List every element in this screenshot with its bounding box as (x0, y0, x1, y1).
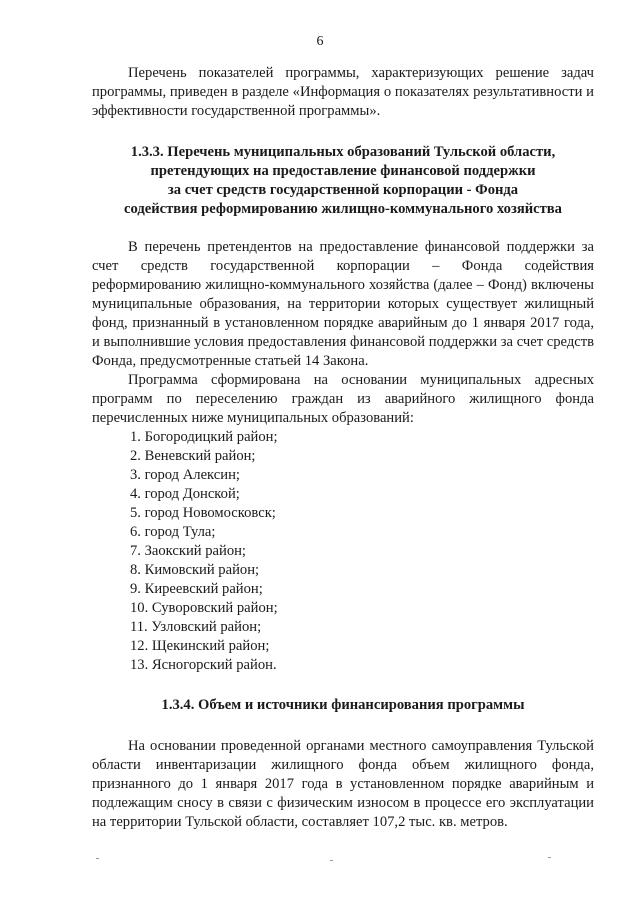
scan-speck (96, 858, 99, 859)
list-item: 1. Богородицкий район; (130, 429, 278, 445)
section-heading-line: за счет средств государственной корпорации - Фонда (167, 182, 519, 198)
section-heading-line: содействия реформированию жилищно-коммунального хозяйства (124, 201, 562, 217)
list-item: 6. город Тула; (130, 524, 216, 540)
section-heading-line: претендующих на предоставление финансовой поддержки (150, 163, 536, 179)
program-basis-paragraph: Программа сформирована на основании муниципальных адресных программ по переселению граждан из аварийного жилищного фонда перечисленных ниже муниципальных образований: (92, 372, 594, 426)
page-number: 6 (316, 34, 324, 49)
section-1-3-4-heading: 1.3.4. Объем и источники финансирования программы (161, 697, 525, 713)
page-body (92, 64, 594, 832)
section-1-3-3-heading (92, 143, 594, 219)
list-item: 7. Заокский район; (130, 543, 246, 559)
list-item: 5. город Новомосковск; (130, 505, 276, 521)
list-item: 4. город Донской; (130, 486, 240, 502)
scan-speck (330, 860, 333, 861)
municipalities-list (92, 428, 594, 675)
list-item: 2. Веневский район; (130, 448, 256, 464)
list-item: 3. город Алексин; (130, 467, 240, 483)
list-item: 8. Кимовский район; (130, 562, 260, 578)
list-item: 11. Узловский район; (130, 619, 262, 635)
applicants-paragraph: В перечень претендентов на предоставление финансовой поддержки за счет средств государственной корпорации – Фонда содействия реформированию жилищно-коммунального хозяйства (далее – Фонд) включены муниципальные образования, на территории которых существует жилищный фонд, признанный в установленном порядке аварийным до 1 января 2017 года, и выполнившие условия предоставления финансовой поддержки за счет средств Фонда, предусмотренные статьей 14 Закона. (92, 239, 594, 369)
financing-paragraph: На основании проведенной органами местного самоуправления Тульской области инвентаризации жилищного фонда объем жилищного фонда, признанного до 1 января 2017 года в установленном порядке аварийным и подлежащим сносу в связи с физическим износом в процессе его эксплуатации на территории Тульской области, составляет 107,2 тыс. кв. метров. (92, 738, 594, 830)
scan-speck (548, 857, 551, 858)
list-item: 10. Суворовский район; (130, 600, 278, 616)
list-item: 9. Киреевский район; (130, 581, 263, 597)
intro-paragraph: Перечень показателей программы, характеризующих решение задач программы, приведен в разделе «Информация о показателях результативности и эффективности государственной программы». (92, 65, 594, 119)
section-heading-line: 1.3.3. Перечень муниципальных образований Тульской области, (130, 144, 556, 160)
list-item: 13. Ясногорский район. (130, 657, 277, 673)
list-item: 12. Щекинский район; (130, 638, 270, 654)
